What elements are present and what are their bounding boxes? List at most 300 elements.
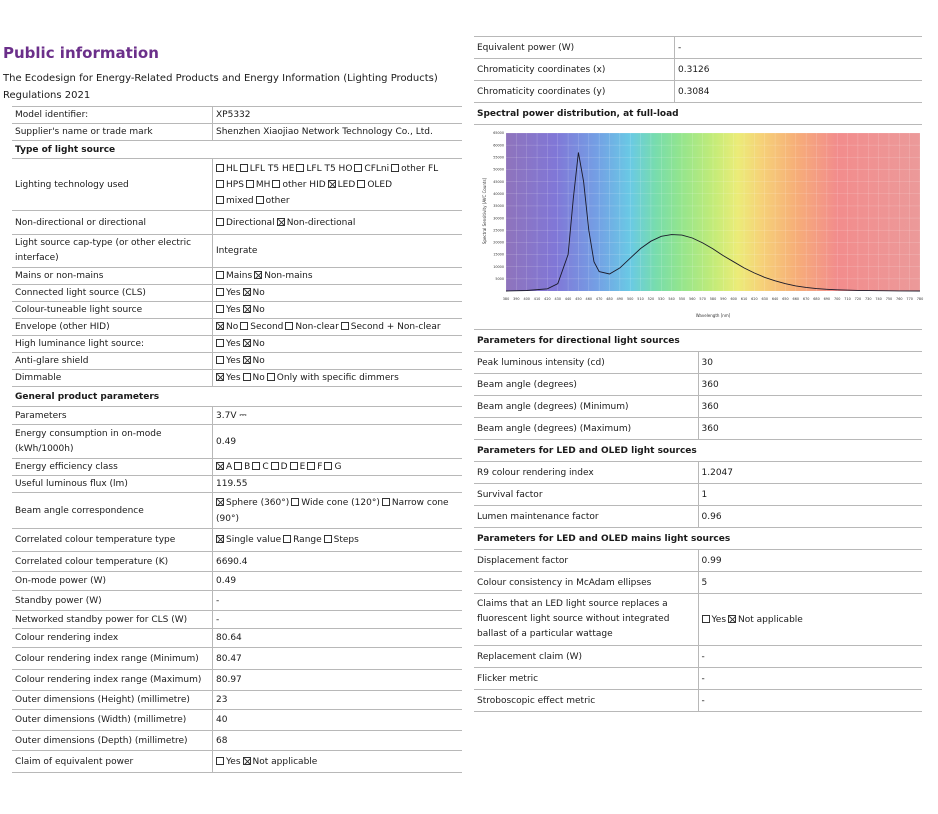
checkbox-option[interactable] bbox=[341, 320, 441, 334]
param-label: Chromaticity coordinates (y) bbox=[474, 81, 675, 103]
empty-box-icon[interactable] bbox=[216, 218, 224, 226]
checkbox-label: Directional bbox=[226, 217, 275, 228]
empty-box-icon[interactable] bbox=[341, 322, 349, 330]
checkbox-label: OLED bbox=[367, 179, 393, 190]
checkbox-label: Second + Non-clear bbox=[350, 322, 441, 332]
section-title: Spectral power distribution, at full-load bbox=[474, 103, 922, 125]
checked-box-icon[interactable] bbox=[243, 356, 251, 364]
x-tick-label: 750 bbox=[885, 297, 893, 301]
checkbox-option[interactable] bbox=[216, 511, 239, 527]
param-row bbox=[12, 353, 462, 370]
checkbox-option[interactable] bbox=[254, 269, 312, 283]
checkbox-label: D bbox=[280, 462, 288, 472]
empty-box-icon[interactable] bbox=[240, 322, 248, 330]
y-tick-label: 5000 bbox=[495, 277, 504, 282]
checkbox-option[interactable] bbox=[216, 371, 241, 385]
checkbox-label: LFL T5 HO bbox=[306, 163, 353, 174]
param-label: Parameters bbox=[12, 407, 213, 425]
param-row bbox=[474, 668, 922, 690]
param-row bbox=[474, 646, 922, 668]
y-tick-label: 60000 bbox=[493, 143, 504, 148]
param-label: Mains or non-mains bbox=[12, 268, 213, 285]
checkbox-label: B bbox=[244, 462, 251, 472]
checkbox-label: other bbox=[265, 195, 290, 206]
param-row bbox=[12, 268, 462, 285]
param-value: 80.64 bbox=[213, 629, 463, 648]
param-checkboxes bbox=[213, 319, 463, 336]
empty-box-icon[interactable] bbox=[216, 305, 224, 313]
x-tick-label: 530 bbox=[658, 297, 665, 301]
param-row bbox=[12, 552, 462, 572]
param-row bbox=[474, 506, 922, 528]
section-title: General product parameters bbox=[12, 387, 462, 407]
checkbox-label: HL bbox=[226, 163, 238, 174]
checkbox-option[interactable] bbox=[216, 303, 241, 317]
checkbox-option[interactable] bbox=[256, 193, 290, 209]
checkbox-label: Yes bbox=[226, 339, 241, 349]
checked-box-icon[interactable] bbox=[254, 271, 262, 279]
checked-box-icon[interactable] bbox=[243, 339, 251, 347]
param-checkboxes bbox=[213, 459, 463, 476]
section-title: Parameters for LED and OLED mains light sources bbox=[474, 528, 922, 550]
param-value: 5 bbox=[698, 572, 922, 594]
param-label: Correlated colour temperature type bbox=[12, 529, 213, 552]
checkbox-label: mixed bbox=[226, 195, 254, 206]
x-tick-label: 740 bbox=[875, 297, 882, 301]
empty-box-icon[interactable] bbox=[324, 535, 332, 543]
empty-box-icon[interactable] bbox=[702, 615, 710, 623]
x-tick-label: 780 bbox=[916, 297, 924, 301]
checkbox-option[interactable] bbox=[252, 460, 268, 474]
param-label: Model identifier: bbox=[12, 107, 213, 124]
checkbox-option[interactable] bbox=[216, 354, 241, 368]
empty-box-icon[interactable] bbox=[216, 196, 224, 204]
section-header bbox=[12, 141, 462, 159]
param-label: Claim of equivalent power bbox=[12, 751, 213, 773]
x-tick-label: 510 bbox=[637, 297, 644, 301]
param-checkboxes bbox=[213, 751, 463, 773]
x-tick-label: 660 bbox=[792, 297, 800, 301]
empty-box-icon[interactable] bbox=[290, 462, 298, 470]
param-value: 0.49 bbox=[213, 572, 463, 591]
empty-box-icon[interactable] bbox=[256, 196, 264, 204]
checkbox-option[interactable] bbox=[328, 177, 356, 193]
empty-box-icon[interactable] bbox=[354, 164, 362, 172]
param-row bbox=[474, 594, 922, 646]
param-label: Dimmable bbox=[12, 370, 213, 387]
section-title: Type of light source bbox=[12, 141, 462, 159]
param-checkboxes bbox=[213, 336, 463, 353]
param-value: 1.2047 bbox=[698, 462, 922, 484]
x-tick-label: 450 bbox=[575, 297, 582, 301]
param-label: Colour rendering index bbox=[12, 629, 213, 648]
empty-box-icon[interactable] bbox=[285, 322, 293, 330]
param-row bbox=[12, 285, 462, 302]
param-label: Colour rendering index range (Maximum) bbox=[12, 670, 213, 691]
checkbox-option[interactable] bbox=[243, 371, 265, 385]
empty-box-icon[interactable] bbox=[283, 535, 291, 543]
checkbox-option[interactable] bbox=[283, 533, 322, 547]
checkbox-label: CFLni bbox=[364, 163, 390, 174]
checkbox-label: Yes bbox=[226, 305, 241, 315]
section-header bbox=[12, 387, 462, 407]
param-label: Claims that an LED light source replaces a fluorescent light source without integrated ballast of a particular wattage bbox=[474, 594, 698, 646]
checkbox-option[interactable] bbox=[216, 495, 289, 511]
param-row bbox=[12, 731, 462, 751]
y-tick-label: 40000 bbox=[493, 191, 504, 196]
empty-box-icon[interactable] bbox=[240, 164, 248, 172]
x-tick-label: 610 bbox=[740, 297, 748, 301]
param-value: Shenzhen Xiaojiao Network Technology Co., Ltd. bbox=[213, 124, 463, 141]
left-parameter-table bbox=[12, 106, 462, 773]
empty-box-icon[interactable] bbox=[216, 288, 224, 296]
param-label: Replacement claim (W) bbox=[474, 646, 698, 668]
param-label: Non-directional or directional bbox=[12, 211, 213, 235]
param-value: 40 bbox=[213, 710, 463, 731]
x-tick-label: 390 bbox=[513, 297, 520, 301]
x-tick-label: 600 bbox=[730, 297, 737, 301]
checkbox-label: MH bbox=[255, 179, 271, 190]
param-value: - bbox=[213, 591, 463, 611]
y-tick-label: 25000 bbox=[493, 228, 504, 233]
param-label: Beam angle correspondence bbox=[12, 493, 213, 529]
checked-box-icon[interactable] bbox=[277, 218, 285, 226]
checkbox-option[interactable] bbox=[216, 755, 241, 769]
checkbox-option[interactable] bbox=[324, 533, 359, 547]
param-row bbox=[12, 611, 462, 629]
page-title: Public information bbox=[3, 44, 159, 62]
x-tick-label: 470 bbox=[595, 297, 603, 301]
param-label: Beam angle (degrees) bbox=[474, 374, 698, 396]
param-row bbox=[12, 751, 462, 773]
checkbox-label: No bbox=[252, 339, 265, 349]
param-value: 1 bbox=[698, 484, 922, 506]
checkbox-label: Yes bbox=[226, 288, 241, 298]
param-value: - bbox=[698, 668, 922, 690]
checkbox-option[interactable] bbox=[728, 613, 803, 627]
checkbox-option[interactable] bbox=[354, 161, 389, 177]
param-row bbox=[12, 629, 462, 648]
checkbox-label: Range bbox=[293, 535, 322, 545]
checkbox-option[interactable] bbox=[216, 193, 254, 209]
param-row bbox=[12, 459, 462, 476]
param-value: 23 bbox=[213, 691, 463, 710]
x-tick-label: 770 bbox=[906, 297, 913, 301]
checkbox-option[interactable] bbox=[216, 216, 275, 230]
checkbox-label: (90°) bbox=[216, 513, 239, 524]
checkbox-label: HPS bbox=[226, 179, 244, 190]
checkbox-option[interactable] bbox=[271, 460, 288, 474]
param-label: Outer dimensions (Width) (millimetre) bbox=[12, 710, 213, 731]
x-tick-label: 590 bbox=[720, 297, 727, 301]
checkbox-option[interactable] bbox=[216, 460, 232, 474]
x-tick-label: 730 bbox=[865, 297, 872, 301]
param-row bbox=[12, 370, 462, 387]
param-label: High luminance light source: bbox=[12, 336, 213, 353]
empty-box-icon[interactable] bbox=[234, 462, 242, 470]
empty-box-icon[interactable] bbox=[216, 339, 224, 347]
checkbox-option[interactable] bbox=[216, 177, 244, 193]
checked-box-icon[interactable] bbox=[243, 288, 251, 296]
empty-box-icon[interactable] bbox=[216, 271, 224, 279]
checkbox-option[interactable] bbox=[216, 533, 281, 547]
empty-box-icon[interactable] bbox=[357, 180, 365, 188]
right-parameter-table bbox=[474, 36, 922, 712]
empty-box-icon[interactable] bbox=[324, 462, 332, 470]
param-row bbox=[474, 37, 922, 59]
section-title: Parameters for directional light sources bbox=[474, 330, 922, 352]
param-label: Peak luminous intensity (cd) bbox=[474, 352, 698, 374]
x-tick-label: 760 bbox=[896, 297, 903, 301]
checkbox-option[interactable] bbox=[243, 286, 265, 300]
checkbox-option[interactable] bbox=[307, 460, 322, 474]
checked-box-icon[interactable] bbox=[243, 305, 251, 313]
x-tick-label: 420 bbox=[544, 297, 551, 301]
empty-box-icon[interactable] bbox=[291, 498, 299, 506]
checkbox-label: A bbox=[226, 462, 233, 472]
param-value: 80.97 bbox=[213, 670, 463, 691]
param-label: Envelope (other HID) bbox=[12, 319, 213, 336]
checkbox-label: G bbox=[334, 462, 342, 472]
param-value: 80.47 bbox=[213, 648, 463, 670]
spectral-chart-area bbox=[474, 125, 922, 329]
x-tick-label: 440 bbox=[564, 297, 572, 301]
param-row bbox=[12, 211, 462, 235]
x-tick-label: 620 bbox=[751, 297, 758, 301]
param-checkboxes bbox=[213, 268, 463, 285]
param-row bbox=[12, 319, 462, 336]
checked-box-icon[interactable] bbox=[216, 535, 224, 543]
y-tick-label: 55000 bbox=[493, 155, 504, 160]
param-row bbox=[474, 690, 922, 712]
param-row bbox=[12, 710, 462, 731]
y-tick-label: 35000 bbox=[493, 204, 504, 209]
section-header bbox=[474, 528, 922, 550]
param-label: Standby power (W) bbox=[12, 591, 213, 611]
param-label: Equivalent power (W) bbox=[474, 37, 675, 59]
checked-box-icon[interactable] bbox=[728, 615, 736, 623]
param-checkboxes bbox=[213, 211, 463, 235]
param-row bbox=[12, 425, 462, 459]
checked-box-icon[interactable] bbox=[216, 462, 224, 470]
section-header bbox=[474, 330, 922, 352]
empty-box-icon[interactable] bbox=[272, 180, 280, 188]
param-label: Lumen maintenance factor bbox=[474, 506, 698, 528]
empty-box-icon[interactable] bbox=[271, 462, 279, 470]
empty-box-icon[interactable] bbox=[252, 462, 260, 470]
param-row bbox=[12, 124, 462, 141]
checkbox-label: other HID bbox=[282, 179, 326, 190]
param-value: - bbox=[675, 37, 923, 59]
checkbox-label: Yes bbox=[226, 356, 241, 366]
checkbox-label: Steps bbox=[333, 535, 359, 545]
param-value: - bbox=[698, 690, 922, 712]
checkbox-option[interactable] bbox=[216, 161, 238, 177]
param-row bbox=[474, 484, 922, 506]
param-label: Anti-glare shield bbox=[12, 353, 213, 370]
section-header bbox=[474, 103, 922, 125]
checkbox-option[interactable] bbox=[234, 460, 250, 474]
y-tick-label: 45000 bbox=[493, 179, 504, 184]
checkbox-label: Not applicable bbox=[252, 756, 318, 767]
empty-box-icon[interactable] bbox=[382, 498, 390, 506]
param-label: Outer dimensions (Depth) (millimetre) bbox=[12, 731, 213, 751]
y-tick-label: 30000 bbox=[493, 216, 504, 221]
checkbox-option[interactable] bbox=[285, 320, 338, 334]
x-tick-label: 550 bbox=[678, 297, 686, 301]
checkbox-label: Only with specific dimmers bbox=[276, 373, 399, 383]
param-value: 30 bbox=[698, 352, 922, 374]
x-tick-label: 650 bbox=[782, 297, 789, 301]
empty-box-icon[interactable] bbox=[391, 164, 399, 172]
empty-box-icon[interactable] bbox=[307, 462, 315, 470]
param-row bbox=[12, 476, 462, 493]
param-row bbox=[12, 336, 462, 353]
param-row bbox=[474, 550, 922, 572]
checked-box-icon[interactable] bbox=[328, 180, 336, 188]
empty-box-icon[interactable] bbox=[216, 757, 224, 765]
param-value: 360 bbox=[698, 418, 922, 440]
x-tick-label: 670 bbox=[802, 297, 810, 301]
param-value: 0.3126 bbox=[675, 59, 923, 81]
checkbox-option[interactable] bbox=[382, 495, 449, 511]
param-checkboxes bbox=[213, 529, 463, 552]
param-row bbox=[474, 462, 922, 484]
checkbox-option[interactable] bbox=[267, 371, 399, 385]
param-label: Stroboscopic effect metric bbox=[474, 690, 698, 712]
checkbox-option[interactable] bbox=[702, 613, 727, 627]
param-checkboxes bbox=[698, 594, 922, 646]
param-checkboxes bbox=[213, 370, 463, 387]
x-tick-label: 570 bbox=[699, 297, 706, 301]
checkbox-option[interactable] bbox=[277, 216, 356, 230]
checkbox-option[interactable] bbox=[216, 286, 241, 300]
checked-box-icon[interactable] bbox=[216, 322, 224, 330]
checkbox-option[interactable] bbox=[324, 460, 341, 474]
checkbox-option[interactable] bbox=[291, 495, 380, 511]
param-label: On-mode power (W) bbox=[12, 572, 213, 591]
regulation-text: The Ecodesign for Energy-Related Products and Energy Information (Lighting Products) Regulations 2021 bbox=[3, 73, 438, 101]
checkbox-option[interactable] bbox=[243, 337, 265, 351]
checkbox-label: No bbox=[252, 373, 265, 383]
empty-box-icon[interactable] bbox=[216, 356, 224, 364]
checkbox-option[interactable] bbox=[296, 161, 352, 177]
checkbox-option[interactable] bbox=[216, 337, 241, 351]
checkbox-label: F bbox=[317, 462, 323, 472]
checked-box-icon[interactable] bbox=[216, 498, 224, 506]
checkbox-label: No bbox=[252, 288, 265, 298]
checkbox-label: No bbox=[252, 356, 265, 366]
param-label: Light source cap-type (or other electric interface) bbox=[12, 235, 213, 268]
checkbox-option[interactable] bbox=[357, 177, 392, 193]
x-tick-label: 460 bbox=[585, 297, 593, 301]
empty-box-icon[interactable] bbox=[246, 180, 254, 188]
x-tick-label: 520 bbox=[647, 297, 655, 301]
checkbox-label: Wide cone (120°) bbox=[301, 497, 380, 508]
checkbox-option[interactable] bbox=[243, 303, 265, 317]
checkbox-label: Non-directional bbox=[286, 217, 356, 228]
param-row bbox=[12, 648, 462, 670]
checkbox-label: other FL bbox=[401, 163, 439, 174]
param-label: Supplier's name or trade mark bbox=[12, 124, 213, 141]
param-value: 0.96 bbox=[698, 506, 922, 528]
x-tick-label: 700 bbox=[833, 297, 841, 301]
checkbox-label: Yes bbox=[711, 614, 727, 625]
param-label: Connected light source (CLS) bbox=[12, 285, 213, 302]
checkbox-label: Not applicable bbox=[738, 614, 803, 625]
checkbox-option[interactable] bbox=[216, 269, 252, 283]
checkbox-option[interactable] bbox=[246, 177, 271, 193]
checkbox-option[interactable] bbox=[391, 161, 438, 177]
x-tick-label: 580 bbox=[709, 297, 717, 301]
checkbox-label: Single value bbox=[226, 535, 282, 545]
param-label: Outer dimensions (Height) (millimetre) bbox=[12, 691, 213, 710]
param-checkboxes bbox=[213, 285, 463, 302]
checked-box-icon[interactable] bbox=[216, 373, 224, 381]
checkbox-option[interactable] bbox=[272, 177, 325, 193]
empty-box-icon[interactable] bbox=[243, 373, 251, 381]
param-value: Integrate bbox=[213, 235, 463, 268]
param-value: - bbox=[698, 646, 922, 668]
x-tick-label: 540 bbox=[668, 297, 675, 301]
empty-box-icon[interactable] bbox=[296, 164, 304, 172]
param-value: 0.49 bbox=[213, 425, 463, 459]
y-axis-label: Spectral Sensitivity [AVC Counts] bbox=[482, 177, 487, 245]
x-tick-label: 560 bbox=[689, 297, 696, 301]
checkbox-option[interactable] bbox=[243, 354, 265, 368]
x-tick-label: 480 bbox=[606, 297, 613, 301]
checkbox-label: Sphere (360°) bbox=[226, 497, 290, 508]
param-value: XP5332 bbox=[213, 107, 463, 124]
checkbox-option[interactable] bbox=[290, 460, 306, 474]
checkbox-label: No bbox=[226, 322, 239, 332]
param-label: Colour-tuneable light source bbox=[12, 302, 213, 319]
param-value: 68 bbox=[213, 731, 463, 751]
checkbox-label: C bbox=[262, 462, 269, 472]
y-tick-label: 20000 bbox=[493, 240, 504, 245]
empty-box-icon[interactable] bbox=[267, 373, 275, 381]
section-header bbox=[474, 440, 922, 462]
param-row bbox=[12, 529, 462, 552]
checked-box-icon[interactable] bbox=[243, 757, 251, 765]
checkbox-option[interactable] bbox=[240, 320, 283, 334]
param-row bbox=[12, 407, 462, 425]
empty-box-icon[interactable] bbox=[216, 180, 224, 188]
section-title: Parameters for LED and OLED light sources bbox=[474, 440, 922, 462]
checkbox-option[interactable] bbox=[216, 320, 238, 334]
param-row bbox=[12, 572, 462, 591]
x-tick-label: 490 bbox=[616, 297, 624, 301]
param-label: Displacement factor bbox=[474, 550, 698, 572]
param-value: 0.3084 bbox=[675, 81, 923, 103]
checkbox-label: Non-mains bbox=[264, 271, 313, 281]
checkbox-label: No bbox=[252, 305, 265, 315]
param-row bbox=[474, 572, 922, 594]
param-checkboxes bbox=[213, 302, 463, 319]
param-label: Chromaticity coordinates (x) bbox=[474, 59, 675, 81]
empty-box-icon[interactable] bbox=[216, 164, 224, 172]
param-checkboxes bbox=[213, 159, 463, 211]
param-row bbox=[12, 591, 462, 611]
param-value: - bbox=[213, 611, 463, 629]
param-row bbox=[12, 107, 462, 124]
param-value: 119.55 bbox=[213, 476, 463, 493]
checkbox-option[interactable] bbox=[243, 755, 318, 769]
param-row bbox=[12, 159, 462, 211]
checkbox-option[interactable] bbox=[240, 161, 295, 177]
x-tick-label: 380 bbox=[502, 297, 510, 301]
x-axis-label: Wavelength [nm] bbox=[695, 313, 731, 318]
